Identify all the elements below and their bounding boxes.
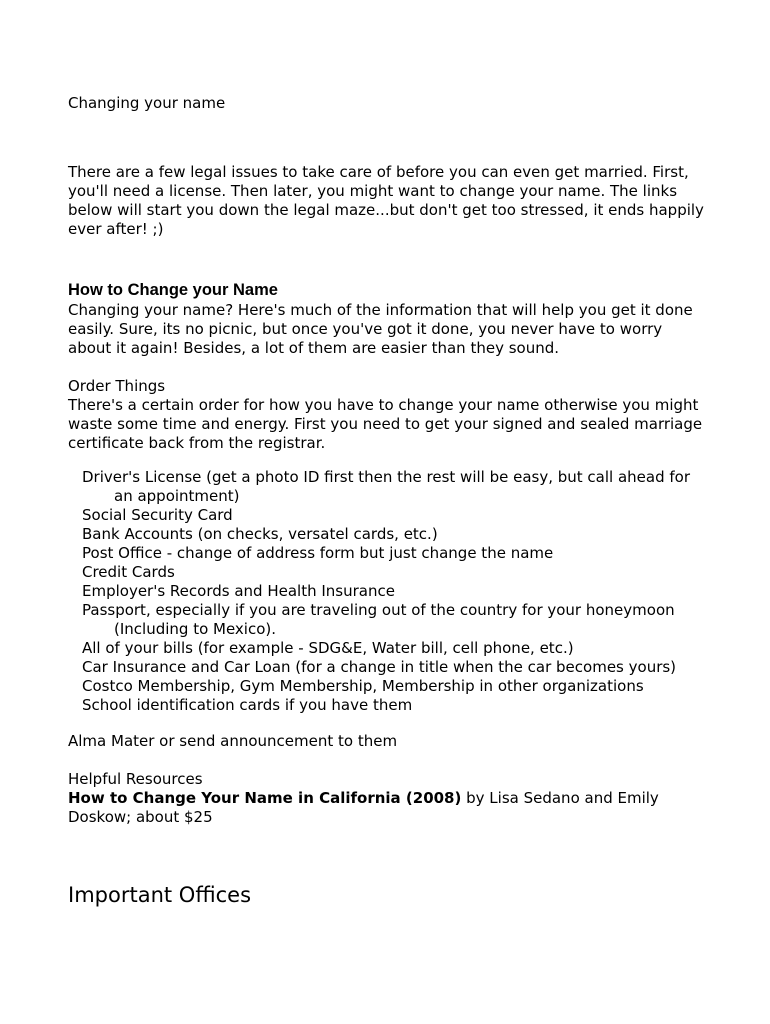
list-item: Employer's Records and Health Insurance [82,582,395,600]
list-item: Driver's License (get a photo ID first then the rest will be easy, but call ahead for an appointment) [82,468,691,505]
section-title-how-to: How to Change your Name [68,281,278,299]
name-change-steps-list [82,468,712,715]
book-title: How to Change Your Name in California (2008) [68,789,462,807]
intro-paragraph: There are a few legal issues to take care of before you can even get married. First, you'll need a license. Then later, you might want to change your name. The links below will start you down the legal maze...but don't get too stressed, it ends happily ever after! ;) [68,163,704,238]
order-things-title: Order Things [68,377,166,395]
alma-mater-line: Alma Mater or send announcement to them [68,732,398,750]
list-item: Post Office - change of address form but just change the name [82,544,554,562]
list-item: Car Insurance and Car Loan (for a change in title when the car becomes yours) [82,658,677,676]
list-item: Costco Membership, Gym Membership, Membership in other organizations [82,677,644,695]
how-to-paragraph: Changing your name? Here's much of the information that will help you get it done easily. Sure, its no picnic, but once you've got it done, you never have to worry about it again! Besides, a lot of them are easier than they sound. [68,301,693,357]
list-item: All of your bills (for example - SDG&E, Water bill, cell phone, etc.) [82,639,574,657]
order-things-paragraph: There's a certain order for how you have to change your name otherwise you might waste some time and energy. First you need to get your signed and sealed marriage certificate back from the registrar. [68,396,703,452]
list-item: Credit Cards [82,563,175,581]
list-item: Passport, especially if you are traveling out of the country for your honeymoon (Including to Mexico). [82,601,675,638]
list-item: Social Security Card [82,506,233,524]
important-offices-title: Important Offices [68,883,252,907]
page-title: Changing your name [68,94,226,112]
helpful-resources-entry [68,789,708,827]
list-item: Bank Accounts (on checks, versatel cards, etc.) [82,525,438,543]
helpful-resources-title: Helpful Resources [68,770,203,788]
list-item: School identification cards if you have them [82,696,413,714]
book-details: by Lisa Sedano and Emily Doskow; about $25 [68,789,659,826]
